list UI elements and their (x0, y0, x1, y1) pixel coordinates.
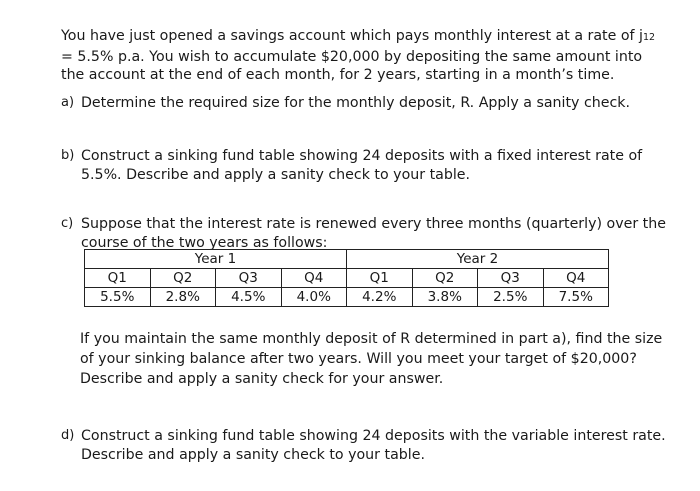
question-b-text: Construct a sinking fund table showing 24 deposits with a fixed interest rate of 5.5%. Describe and apply a sanity check to your table. (81, 148, 643, 183)
year-2-header: Year 2 (347, 250, 609, 269)
quarter-cell: Q1 (85, 269, 151, 288)
rate-cell: 2.8% (150, 288, 216, 307)
question-d-text: Construct a sinking fund table showing 24 deposits with the variable interest rate. Describe and apply a sanity check to your table. (81, 428, 666, 463)
rate-cell: 4.5% (216, 288, 282, 307)
interest-rate-table (84, 249, 609, 307)
intro-text: You have just opened a savings account which pays monthly interest at a rate of j (61, 28, 643, 44)
question-c (61, 215, 671, 252)
question-d-label: d) (61, 428, 75, 443)
year-header-row (85, 250, 609, 269)
problem-intro (61, 27, 661, 85)
quarter-cell: Q4 (543, 269, 609, 288)
intro-text-rest: = 5.5% p.a. You wish to accumulate $20,000 by depositing the same amount into the account at the end of each month, for 2 years, starting in a month’s time. (61, 48, 643, 83)
quarter-cell: Q4 (281, 269, 347, 288)
question-c-label: c) (61, 216, 74, 231)
rate-cell: 4.2% (347, 288, 413, 307)
question-a (61, 94, 671, 113)
quarter-header-row (85, 269, 609, 288)
quarter-cell: Q3 (478, 269, 544, 288)
question-a-text: Determine the required size for the monthly deposit, R. Apply a sanity check. (81, 95, 631, 111)
question-b-label: b) (61, 148, 75, 163)
quarter-cell: Q2 (150, 269, 216, 288)
rate-cell: 5.5% (85, 288, 151, 307)
quarter-cell: Q1 (347, 269, 413, 288)
rate-cell: 7.5% (543, 288, 609, 307)
rate-subscript: 12 (642, 32, 656, 43)
question-c-follow-up: If you maintain the same monthly deposit of R determined in part a), find the size of your sinking balance after two years. Will you meet your target of $20,000? Describe and apply a sanity check for your answer. (80, 331, 663, 387)
year-1-header: Year 1 (85, 250, 347, 269)
quarter-cell: Q2 (412, 269, 478, 288)
rate-cell: 3.8% (412, 288, 478, 307)
rate-row (85, 288, 609, 307)
question-c-text: Suppose that the interest rate is renewed every three months (quarterly) over the course of the two years as follows: (81, 216, 666, 251)
rate-cell: 4.0% (281, 288, 347, 307)
question-b (61, 147, 671, 184)
quarter-cell: Q3 (216, 269, 282, 288)
question-a-label: a) (61, 95, 75, 110)
question-d (61, 427, 671, 464)
rate-cell: 2.5% (478, 288, 544, 307)
